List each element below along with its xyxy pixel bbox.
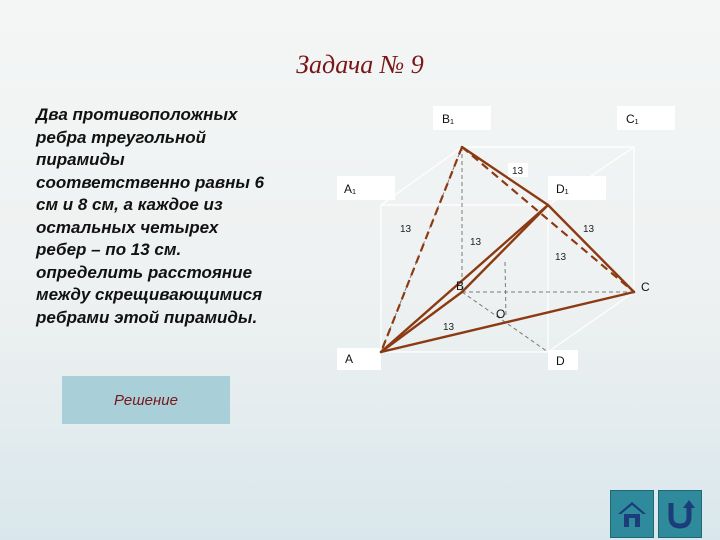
- edge-length-label: 13: [400, 224, 412, 235]
- solution-button[interactable]: Решение: [62, 376, 230, 424]
- return-arrow-icon: [663, 497, 697, 531]
- problem-line: ребрами этой пирамиды.: [36, 307, 258, 327]
- vertex-label-a1: A₁: [344, 182, 357, 196]
- problem-line: Два противоположных: [36, 105, 238, 124]
- vertex-label-d1: D₁: [556, 182, 569, 196]
- vertex-label-o: O: [496, 307, 506, 321]
- problem-line: пирамиды: [36, 150, 125, 169]
- vertex-label-a: A: [345, 352, 354, 366]
- edge-length-label: 13: [583, 224, 595, 235]
- vertex-label-c1: C₁: [626, 112, 639, 126]
- problem-line: ребра треугольной: [36, 127, 207, 147]
- return-button[interactable]: [658, 490, 702, 538]
- problem-line: определить расстояние: [36, 262, 253, 282]
- edge-length-label: 13: [470, 237, 482, 248]
- vertex-label-b: B: [456, 279, 465, 293]
- vertex-label-c: C: [641, 280, 650, 294]
- edge-length-label: 13: [443, 322, 455, 333]
- label-boxes: [337, 106, 675, 370]
- problem-line: см и 8 см, а каждое из: [36, 195, 223, 214]
- problem-line: ребер – по 13 см.: [36, 240, 182, 259]
- vertex-label-d: D: [556, 354, 565, 368]
- home-icon: [615, 497, 649, 531]
- problem-line: между скрещивающимися: [36, 285, 263, 304]
- edge-length-label: 13: [555, 252, 567, 263]
- slide-title: Задача № 9: [296, 50, 424, 79]
- home-button[interactable]: [610, 490, 654, 538]
- problem-line: соответственно равны 6: [36, 172, 265, 192]
- vertex-label-b1: B₁: [442, 112, 455, 126]
- problem-line: остальных четырех: [36, 217, 219, 237]
- edge-length-label: 13: [512, 166, 524, 177]
